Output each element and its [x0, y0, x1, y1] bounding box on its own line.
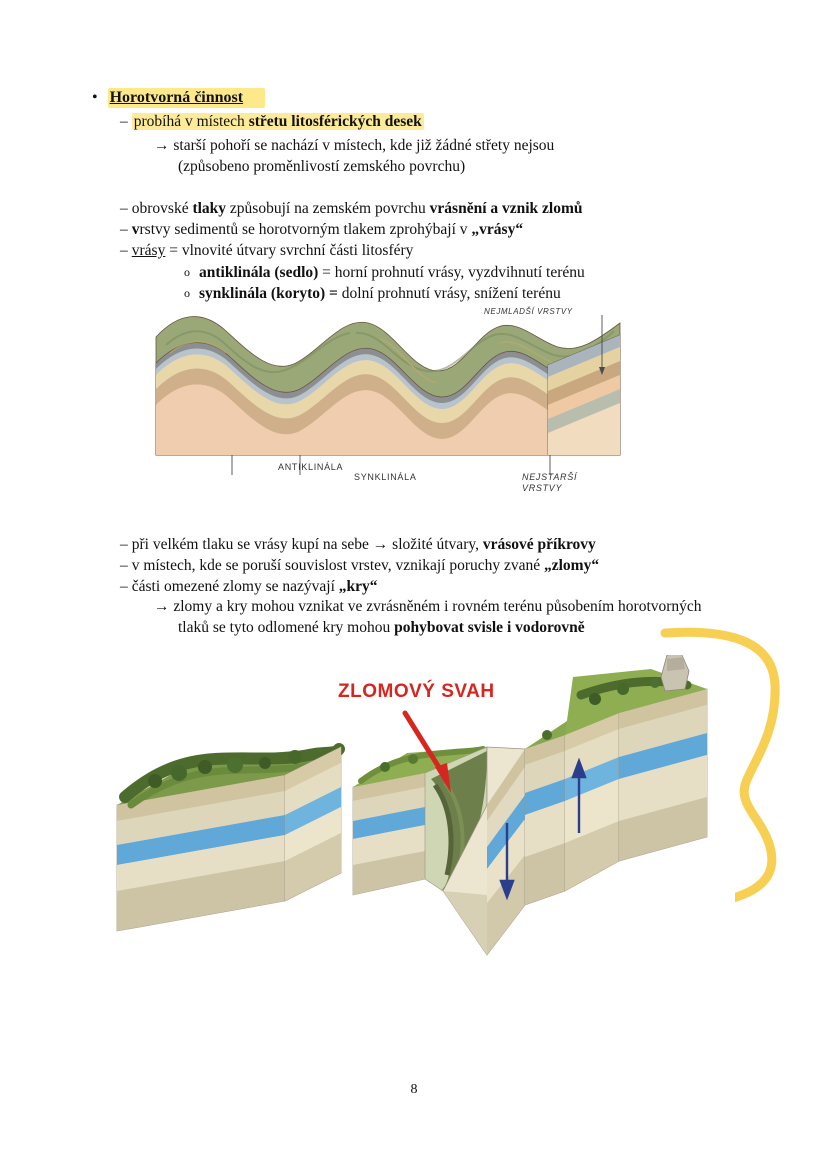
label-oldest-layers-1: NEJSTARŠÍ: [522, 472, 578, 482]
dash-marker: –: [120, 200, 128, 218]
line-13-b: pohybovat svisle i vodorovně: [394, 619, 585, 637]
line-5: [120, 220, 782, 241]
dash-marker: –: [120, 556, 128, 574]
circle-marker: o: [184, 286, 190, 301]
line-4-b: tlaky: [192, 200, 227, 218]
line-5-b: rstvy sedimentů se horotvorným tlakem zprohýbají v: [139, 221, 472, 239]
dash-marker: –: [120, 113, 128, 130]
line-11: [120, 577, 782, 598]
line-7: [184, 262, 782, 284]
line-4: [120, 199, 782, 220]
dash-marker: –: [120, 221, 128, 239]
line-8: [184, 283, 782, 305]
line-6-b: = vlnovité útvary svrchní části litosféry: [165, 241, 414, 259]
line-2-text: starší pohoří se nachází v místech, kde již žádné střety nejsou: [173, 136, 555, 154]
line-4-a: obrovské: [131, 200, 193, 218]
label-syncline: SYNKLINÁLA: [354, 472, 417, 482]
line-5-c: „vrásy“: [471, 221, 524, 239]
line-5-a: v: [131, 221, 140, 239]
fault-block-diagram: [95, 655, 735, 963]
line-6-a: vrásy: [131, 241, 166, 259]
line-11-b: „kry“: [338, 577, 378, 595]
line-9-b: vrásové příkrovy: [482, 536, 596, 553]
page-number: 8: [410, 1082, 418, 1097]
arrow-marker: →: [154, 598, 170, 616]
line-1-bold: střetu litosférických desek: [248, 113, 422, 130]
notes-text-block: [92, 88, 782, 305]
line-8-term: synklinála (koryto) =: [199, 285, 338, 303]
line-1: [120, 112, 782, 133]
line-12-a: zlomy a kry mohou vznikat ve zvrásněném i rovném terénu působením: [173, 598, 615, 616]
fault-scarp-title: ZLOMOVÝ SVAH: [338, 681, 495, 702]
line-6: [120, 241, 782, 262]
line-10: [120, 556, 782, 577]
label-newest-layers: NEJMLADŠÍ VRSTVY: [484, 307, 573, 316]
bullet-icon: •: [92, 89, 98, 106]
line-4-c: způsobují na zemském povrchu: [226, 200, 430, 218]
fold-diagram-captions: [150, 462, 640, 502]
notes-text-block-2: [92, 535, 782, 639]
line-9: [120, 535, 782, 556]
arrow-marker: →: [154, 136, 170, 154]
line-13-a: tlaků se tyto odlomené kry mohou: [178, 619, 395, 637]
circle-marker: o: [184, 264, 190, 279]
line-9-a: při velkém tlaku se vrásy kupí na sebe → složité útvary,: [131, 536, 483, 553]
line-1-text: probíhá v místech: [133, 113, 249, 130]
line-3: [178, 157, 782, 178]
heading-row: [92, 88, 782, 108]
line-4-d: vrásnění a vznik zlomů: [429, 200, 583, 218]
line-11-a: části omezené zlomy se nazývají: [131, 577, 339, 595]
line-10-a: v místech, kde se poruší souvislost vrstev, vznikají poruchy zvané: [131, 556, 544, 574]
line-7-term: antiklinála (sedlo): [199, 263, 319, 281]
line-12: [154, 597, 782, 618]
line-8-def: dolní prohnutí vrásy, snížení terénu: [337, 285, 561, 303]
dash-marker: –: [120, 577, 128, 595]
line-3-text: (způsobeno proměnlivostí zemského povrchu): [178, 157, 466, 175]
line-7-def: = horní prohnutí vrásy, vyzdvihnutí terénu: [318, 263, 585, 281]
line-10-b: „zlomy“: [544, 556, 600, 574]
label-oldest-layers-2: VRSTVY: [522, 483, 563, 493]
dash-marker: –: [120, 536, 128, 553]
line-12-b: horotvorných: [618, 598, 702, 616]
dash-marker: –: [120, 241, 128, 259]
line-2: [154, 136, 782, 157]
page-title: Horotvorná činnost: [108, 88, 265, 108]
label-anticline: ANTIKLINÁLA: [278, 462, 344, 472]
